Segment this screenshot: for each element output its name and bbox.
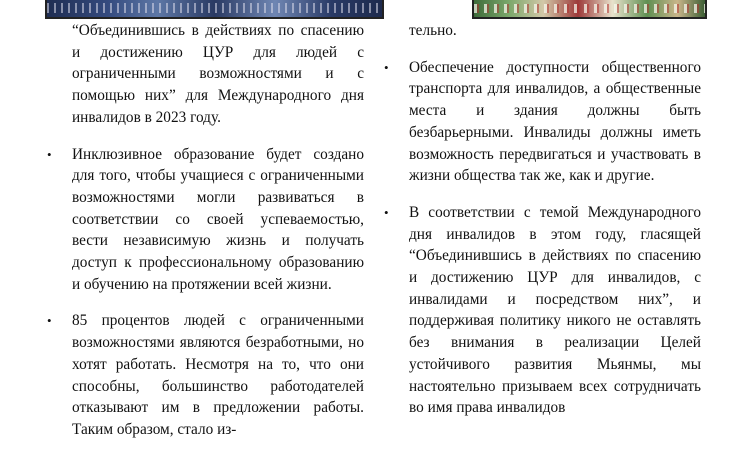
paragraph-text: тельно. [409,22,457,39]
bullet-icon: • [384,204,389,220]
list-item-text: В соответствии с темой Международного дня инвалидов в этом году, гласящей “Объединившись в действиях по спасению и достижению ЦУР для инвалидов, с инвалидами и посредством них”, и поддерживая политику никого не оставлять без внимания в реализации Целей устойчивого развития Мьянмы, мы настоятельно призываем всех сотрудничать во имя права инвалидов [409,203,701,417]
right-continuation-paragraph [409,20,701,42]
bullet-icon: • [47,146,52,162]
bullet-icon: • [47,313,52,329]
top-photo-left [45,0,384,19]
left-continuation-paragraph [72,20,364,129]
list-item-text: 85 процентов людей с ограниченными возможностями являются безработными, но хотят работать. Несмотря на то, что они способны, большинство работодателей отказывают им в предложении работы. Таким образом, стало из- [72,312,364,438]
list-item [47,144,364,296]
top-photo-right [472,0,707,19]
paragraph-text: “Объединившись в действиях по спасению и достижению ЦУР для людей с ограниченными возможностями и с помощью них” для Международного дня инвалидов в 2023 году. [72,22,364,126]
list-item [47,310,364,440]
list-item [384,202,701,419]
list-item-text: Инклюзивное образование будет создано для того, чтобы учащиеся с ограниченными возможностями могли развиваться в соответствии со своей успеваемостью, вести независимую жизнь и получать доступ к профессиональному образованию и обучению на протяжении всей жизни. [72,145,364,293]
bullet-icon: • [384,59,389,75]
list-item-text: Обеспечение доступности общественного транспорта для инвалидов, а общественные места и здания должны быть безбарьерными. Инвалиды должны иметь возможность передвигаться и участвовать в жизни общества так же, как и другие. [409,58,701,185]
list-item [384,57,701,187]
left-column [47,20,364,441]
right-column [384,20,701,419]
